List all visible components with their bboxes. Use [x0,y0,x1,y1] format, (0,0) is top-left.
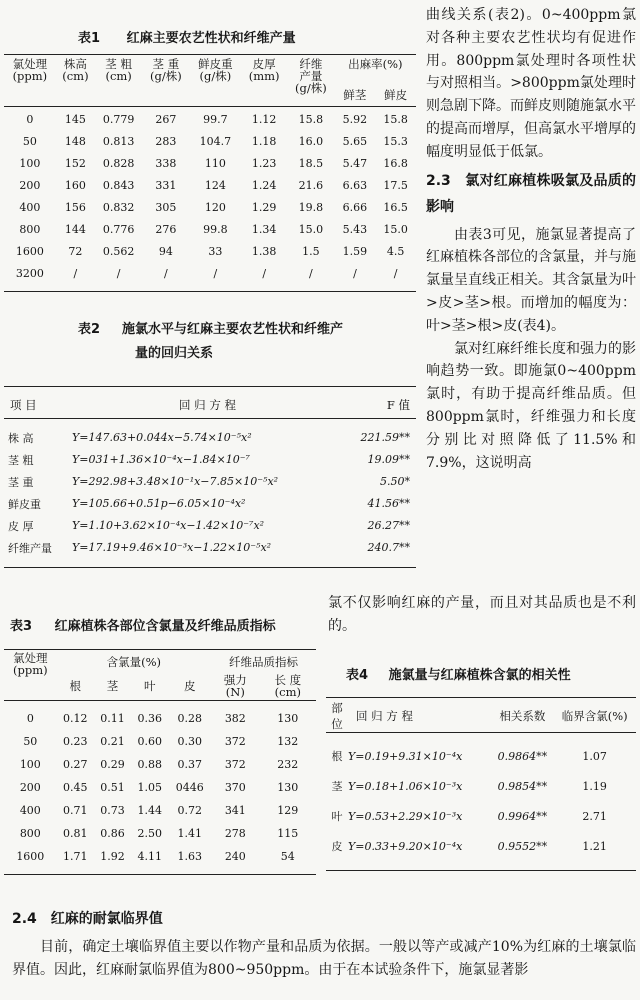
table1-header [4,58,416,109]
table-cell: 鲜皮重 [8,497,41,511]
table-row [4,730,316,753]
table3-top-rule [4,649,316,650]
table-cell: 0.36 [137,711,163,725]
table-cell: 16.8 [383,157,408,170]
table2-label: 表2 [78,322,101,337]
table2-bottom-rule [4,567,416,568]
table-row [326,771,636,801]
table-cell: 15.8 [298,113,324,126]
table2-top-rule [4,386,416,387]
table3-group-row [4,652,316,672]
table4 [326,700,636,861]
table-row [4,175,416,197]
table-cell: 0.60 [137,734,163,748]
table-cell: 0 [26,711,34,725]
table-cell: 2.71 [582,809,607,823]
table-row [4,845,316,868]
table-cell: 4.5 [386,245,405,258]
table-cell: 341 [224,803,246,817]
table-cell: 0.12 [63,711,88,725]
table-row [4,219,416,241]
table-row [326,831,636,861]
table-cell: 200 [19,179,41,192]
table2-header-cell: 回 归 方 程 [179,397,236,412]
table-cell: 株 高 [8,431,34,445]
table1-subheader-cell: 鲜茎 [343,87,367,102]
table4-header-rule-row [326,733,636,742]
table-row [4,776,316,799]
table-row [326,741,636,771]
equation-cell: Y=0.53+2.29×10⁻³x [348,809,463,823]
table-cell: 1.38 [251,245,277,258]
table-cell: 0.11 [100,711,125,725]
table-cell: 267 [155,113,177,126]
table-cell: 110 [204,157,226,170]
table-cell: 0.21 [100,734,125,748]
table-cell: 0.28 [177,711,202,725]
table-cell: 0.81 [63,826,88,840]
table4-label: 表4 [346,668,369,683]
equation-cell: Y=0.18+1.06×10⁻³x [348,779,463,793]
table-cell: 130 [277,711,299,725]
table2-header-cell: F 值 [386,397,410,412]
f-value-cell: 41.56** [367,497,410,510]
table-row [4,109,416,131]
table2-body [4,427,416,559]
table-cell: 100 [19,157,41,170]
table-row [4,822,316,845]
table-cell: 0.73 [100,803,125,817]
table-cell: 0.832 [102,201,135,214]
table3-group-cell: 纤维品质指标 [229,655,298,669]
table-cell: 1.44 [137,803,163,817]
f-value-cell: 5.50* [380,475,410,488]
section-2-3-heading: 2.3 氯对红麻植株吸氯及品质的影响 [426,172,636,215]
table-cell: 4.11 [137,849,163,863]
para-table3-finding: 由表3可见，施氯显著提高了红麻植株各部位的含氯量，并与施氯量呈直线正相关。其含氯量为叶>皮>茎>根。而增加的幅度为：叶>茎>根>皮(表4)。 [426,226,636,334]
table-cell: 382 [224,711,246,725]
equation-cell: Y=147.63+0.044x−5.74×10⁻⁵x² [72,431,252,444]
equation-cell: Y=17.19+9.46×10⁻³x−1.22×10⁻⁵x² [72,541,272,554]
para-fiber-quality-continued: 氯不仅影响红麻的产量，而且对其品质也是不利的。 [328,595,636,634]
table3-bottom-rule [4,874,316,875]
table-cell: 茎 [331,780,343,793]
table1-header-cell: 氯处理 (ppm) [12,57,48,83]
table-cell: 115 [277,826,299,840]
table-cell: 99.7 [203,113,228,126]
table-cell: 50 [22,135,37,148]
table3-header-cell: 强力 (N) [223,672,247,699]
table-cell: 0.51 [100,780,125,794]
table-cell: 0.9552** [497,839,548,853]
table-cell: 160 [64,179,86,192]
f-value-cell: 19.09** [367,453,410,466]
table-cell: 370 [224,780,246,794]
table-cell: 283 [155,135,177,148]
table-cell: 16.0 [298,135,324,148]
table3-body [4,707,316,868]
table-cell: 400 [19,803,41,817]
table2-title-line2: 量的回归关系 [135,346,214,361]
table-cell: 0.779 [102,113,135,126]
table-cell: 200 [19,780,41,794]
table-cell: 145 [64,113,86,126]
table-cell: 132 [277,734,299,748]
table-cell: 0.45 [63,780,88,794]
table4-header-row [326,700,636,733]
table2 [4,392,416,559]
table1-body [4,109,416,285]
table1-header-cell: 皮厚 (mm) [248,57,280,83]
table1-header-cell: 纤维 产量 (g/株) [295,57,327,95]
table-row [4,427,416,449]
table-cell: 0.71 [63,803,88,817]
table1-header-cell: 茎 粗 (cm) [105,57,132,83]
table-cell: 100 [19,757,41,771]
f-value-cell: 26.27** [367,519,410,532]
table4-bottom-rule [326,870,636,871]
table3-header-cell: 皮 [183,678,196,693]
table-cell: / [164,267,168,280]
table-cell: 21.6 [298,179,324,192]
table3-header-cell: 氯处理 (ppm) [13,651,48,677]
table-cell: 1.63 [177,849,202,863]
table-row [4,799,316,822]
table-cell: 0.88 [137,757,163,771]
table-cell: 5.92 [342,113,368,126]
table-cell: 3200 [15,267,44,280]
table-cell: 130 [277,780,299,794]
table-cell: 54 [280,849,295,863]
table-cell: 15.0 [298,223,324,236]
table-cell: / [262,267,267,280]
table2-header-rule-row [4,418,416,427]
table-cell: 50 [23,734,38,748]
table1-bottom-rule [4,291,416,292]
table2-header-rule [4,418,416,427]
table-cell: 皮 [331,840,343,853]
equation-cell: Y=292.98+3.48×10⁻¹x−7.85×10⁻⁵x² [72,475,279,488]
table-cell: 0.843 [102,179,135,192]
table-row [4,537,416,559]
table-cell: 99.8 [203,223,228,236]
table-cell: 18.5 [298,157,324,170]
table-cell: 6.66 [342,201,368,214]
table3-header-cell: 茎 [106,678,119,693]
table4-header-cell: 回 归 方 程 [356,709,413,723]
table1-header-cell: 株高 (cm) [62,57,89,83]
table4-header [326,700,636,741]
table3-header-cell: 叶 [144,678,156,693]
table-row [4,753,316,776]
table1-subheader-cell: 鲜皮 [384,87,408,102]
table-cell: 0.23 [63,734,88,748]
table-cell: 1.41 [177,826,202,840]
table-row [4,707,316,730]
table4-body [326,741,636,861]
table-cell: 129 [277,803,299,817]
table-cell: 5.47 [342,157,368,170]
table-cell: 156 [64,201,86,214]
table3-caption [10,615,276,634]
equation-cell: Y=0.33+9.20×10⁻⁴x [348,839,463,853]
table-cell: 皮 厚 [8,519,34,533]
table-cell: 1600 [16,849,45,863]
table4-header-cell: 临界含氯(%) [561,709,628,723]
table-cell: 根 [331,750,343,763]
table-row [4,241,416,263]
table-cell: 叶 [331,810,343,823]
table-cell: 0.86 [100,826,125,840]
table-cell: 0.813 [102,135,135,148]
table1-header-cell: 出麻率(%) [348,57,403,71]
table-cell: 1.92 [100,849,125,863]
table-cell: 1.05 [137,780,163,794]
table-cell: 33 [208,245,223,258]
table-cell: 0.37 [177,757,202,771]
table-cell: 800 [19,223,41,236]
table-cell: 1.19 [582,779,607,793]
table-cell: 0.72 [177,803,202,817]
table-cell: 16.5 [383,201,408,214]
table-cell: 276 [155,223,177,236]
table-cell: 5.43 [342,223,368,236]
table-cell: 19.8 [298,201,324,214]
table-cell: 232 [277,757,299,771]
table3-title: 红麻植株各部位含氯量及纤维品质指标 [54,619,276,634]
table-cell: 0.562 [102,245,135,258]
table-cell: 152 [64,157,86,170]
table1-header-cell: 鲜皮重 (g/株) [198,57,233,83]
table3-label: 表3 [10,619,33,634]
table-cell: 6.63 [342,179,368,192]
f-value-cell: 221.59** [360,431,410,444]
table-row [4,263,416,285]
table-row [4,449,416,471]
table-row [4,131,416,153]
table-cell: 1.23 [251,157,277,170]
table-cell: 1.5 [302,245,320,258]
table1-caption [78,27,296,46]
table-row [4,197,416,219]
table-cell: 305 [155,201,177,214]
table-cell: 331 [155,179,177,192]
table-cell: 372 [224,757,246,771]
table1 [4,58,416,285]
table-cell: 800 [19,826,41,840]
table3-header-cell: 根 [69,678,82,693]
table-cell: 240 [224,849,246,863]
table-cell: 1.34 [251,223,277,236]
table-cell: 15.3 [383,135,408,148]
table-cell: 0.9964** [497,809,548,823]
table-cell: / [309,267,313,280]
para-fiber-quality: 氯对红麻纤维长度和强力的影响趋势一致。即施氯0~400ppm氯时，有助于提高纤维品质。但800ppm氯时，纤维强力和长度分别比对照降低了11.5%和7.9%，这说明高 [426,340,636,471]
table2-header-row [4,392,416,418]
table-cell: 372 [224,734,246,748]
table-cell: 124 [204,179,226,192]
equation-cell: Y=0.19+9.31×10⁻⁴x [348,749,463,763]
right-column [426,4,636,474]
equation-cell: Y=1.10+3.62×10⁻⁴x−1.42×10⁻⁷x² [72,519,265,532]
table-cell: 1.59 [342,245,368,258]
table-row [4,515,416,537]
table-cell: / [393,267,398,280]
table-cell: 148 [64,135,86,148]
equation-cell: Y=031+1.36×10⁻⁴x−1.84×10⁻⁷ [72,453,250,466]
table4-header-rule [326,733,636,742]
table-cell: 15.0 [383,223,408,236]
table4-caption [346,664,571,683]
table-cell: 茎 粗 [8,453,34,467]
table3 [4,652,316,868]
table2-caption [78,318,418,366]
table-cell: / [73,267,78,280]
table3-group-cell: 含氯量(%) [106,655,162,669]
equation-cell: Y=105.66+0.51p−6.05×10⁻⁴x² [72,497,246,510]
para-critical-value: 目前，确定土壤临界值主要以作物产量和品质为依据。一般以等产或减产10%为红麻的土壤氯临界值。因此，红麻耐氯临界值为800~950ppm。由于在本试验条件下，施氯显著影 [12,939,636,978]
table-cell: 茎 重 [8,475,34,489]
table-cell: 0.9864** [497,749,548,763]
table-cell: 0 [26,113,34,126]
table-cell: / [116,267,121,280]
table-cell: 72 [68,245,83,258]
table-cell: 104.7 [199,135,232,148]
table-cell: 0.9854** [497,779,548,793]
table4-header-cell: 相关系数 [499,709,546,723]
table-cell: 144 [64,223,86,236]
table2-header [4,392,416,427]
table-cell: 400 [19,201,41,214]
table1-header-row [4,58,416,84]
table-row [4,153,416,175]
table-cell: 120 [204,201,226,214]
table-cell: 94 [158,245,173,258]
table-row [326,801,636,831]
table-cell: 1.71 [63,849,88,863]
table-row [4,471,416,493]
table-row [4,493,416,515]
table-cell: 15.8 [383,113,408,126]
table4-top-rule [326,697,636,698]
f-value-cell: 240.7** [367,541,410,554]
table4-title: 施氯量与红麻植株含氯的相关性 [388,668,571,683]
table-cell: 1.18 [251,135,277,148]
table-cell: 1.24 [251,179,277,192]
table-cell: 0.27 [63,757,88,771]
table-cell: 0.828 [102,157,135,170]
table-cell: 1600 [15,245,44,258]
table-cell: / [213,267,218,280]
table-cell: 17.5 [383,179,408,192]
table1-title: 红麻主要农艺性状和纤维产量 [126,31,296,46]
table-cell: 0.776 [102,223,135,236]
table3-header-cell: 长 度 (cm) [274,672,302,699]
table-cell: 2.50 [137,826,163,840]
table1-label: 表1 [78,31,101,46]
table1-top-rule [4,54,416,55]
section-2-4-heading: 2.4 红麻的耐氯临界值 [12,911,163,927]
table-cell: 1.12 [251,113,277,126]
table3-header [4,652,316,707]
table-cell: 1.21 [582,839,607,853]
table-cell: 278 [224,826,246,840]
table-cell: 0446 [175,780,204,794]
table-cell: 纤维产量 [8,541,52,555]
table2-title-line1: 施氯水平与红麻主要农艺性状和纤维产 [122,322,344,337]
table-cell: 1.29 [251,201,277,214]
table-cell: 338 [155,157,177,170]
table1-header-cell: 茎 重 (g/株) [150,57,182,83]
table2-header-cell: 项 目 [10,397,37,412]
table-cell: 0.29 [100,757,125,771]
table-cell: 0.30 [177,734,202,748]
table-cell: / [353,267,357,280]
table4-header-cell: 部位 [331,701,343,731]
table-cell: 1.07 [582,749,607,763]
para-curve-relation: 曲线关系(表2)。0~400ppm氯对各种主要农艺性状均有促进作用。800ppm氯处理时各项性状与对照相当。>800ppm氯处理时则急剧下降。而鲜皮则随施氯水平的提高而增厚，但高氯水平增厚的幅度明显低于低氯。 [426,7,636,160]
table-cell: 5.65 [342,135,368,148]
